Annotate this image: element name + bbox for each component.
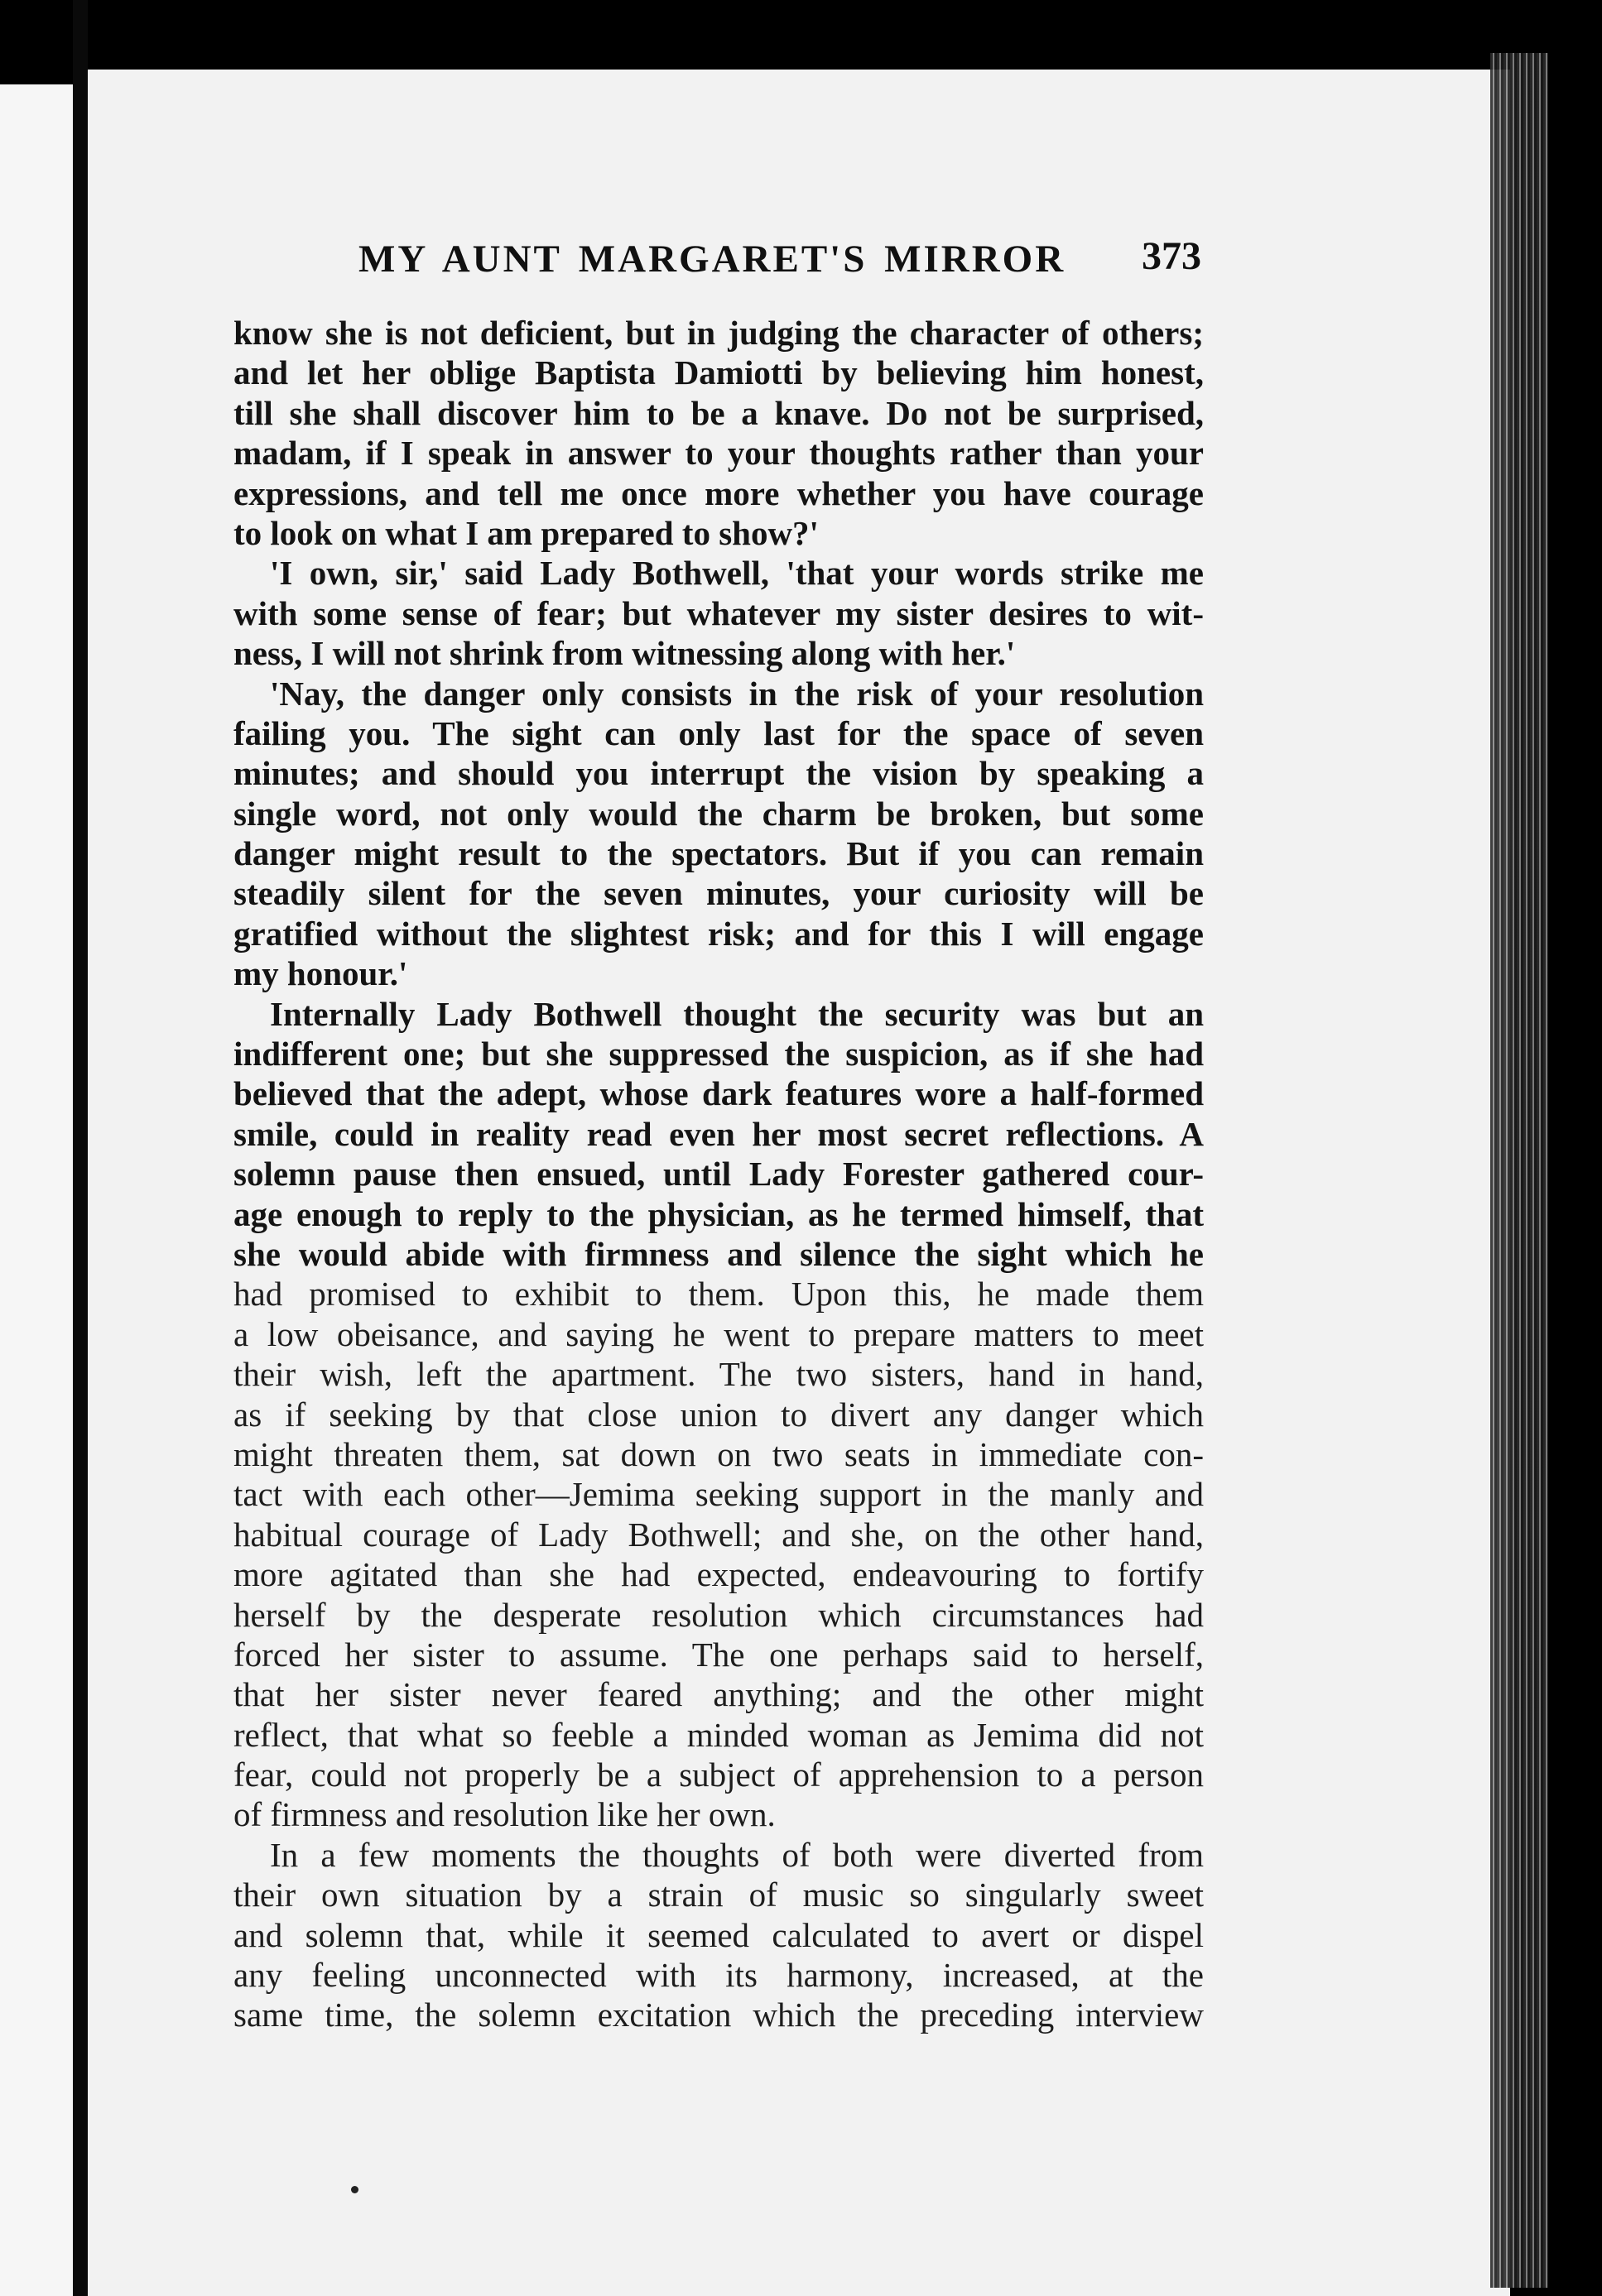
text-line: to look on what I am prepared to show?'	[233, 513, 819, 552]
text-line: 'I own, sir,' said Lady Bothwell, 'that your words strike me	[270, 554, 1204, 593]
text-line: failing you. The sight can only last for the space of seven	[233, 713, 1204, 752]
text-line: my honour.'	[233, 954, 408, 993]
text-line: their own situation by a strain of music so singularly sweet	[233, 1876, 1204, 1914]
text-line: expressions, and tell me once more whether you have courage	[233, 473, 1204, 512]
text-line: with some sense of fear; but whatever my sister desires to wit-	[233, 593, 1204, 632]
text-line: tact with each other—Jemima seeking support in the manly and	[233, 1475, 1204, 1514]
text-line: a low obeisance, and saying he went to prepare matters to meet	[233, 1314, 1204, 1353]
text-line: minutes; and should you interrupt the vision by speaking a	[233, 754, 1204, 793]
text-line: as if seeking by that close union to divert any danger which	[233, 1395, 1204, 1434]
text-line: indifferent one; but she suppressed the suspicion, as if she had	[233, 1035, 1204, 1074]
text-line: and solemn that, while it seemed calculated to avert or dispel	[233, 1915, 1204, 1954]
text-line: Internally Lady Bothwell thought the security was but an	[270, 994, 1204, 1033]
text-line: and let her oblige Baptista Damiotti by believing him honest,	[233, 353, 1204, 392]
text-line: In a few moments the thoughts of both were diverted from	[270, 1835, 1204, 1874]
text-line: that her sister never feared anything; and the other might	[233, 1675, 1204, 1714]
text-line: danger might result to the spectators. But if you can remain	[233, 834, 1204, 873]
ink-speck	[351, 2186, 358, 2193]
page-header	[358, 234, 1201, 286]
text-line: madam, if I speak in answer to your thoughts rather than your	[233, 434, 1204, 473]
text-line: she would abide with firmness and silence the sight which he	[233, 1234, 1204, 1273]
text-line: know she is not deficient, but in judging the character of others;	[233, 314, 1204, 352]
text-line: their wish, left the apartment. The two sisters, hand in hand,	[233, 1355, 1204, 1394]
running-title: MY AUNT MARGARET'S MIRROR	[358, 238, 1066, 281]
page-number: 373	[1142, 234, 1201, 278]
text-line: 'Nay, the danger only consists in the risk of your resolution	[270, 674, 1204, 713]
text-line: till she shall discover him to be a knave. Do not be surprised,	[233, 393, 1204, 432]
text-line: more agitated than she had expected, endeavouring to fortify	[233, 1555, 1204, 1594]
text-line: herself by the desperate resolution which circumstances had	[233, 1595, 1204, 1634]
text-line: might threaten them, sat down on two seats in immediate con-	[233, 1434, 1204, 1473]
body-text	[233, 313, 1204, 2035]
page-fore-edge	[1490, 53, 1548, 2288]
text-line: had promised to exhibit to them. Upon this, he made them	[233, 1275, 1204, 1314]
text-line: same time, the solemn excitation which the preceding interview	[233, 1996, 1204, 2034]
text-line: age enough to reply to the physician, as he termed himself, that	[233, 1194, 1204, 1233]
text-line: fear, could not properly be a subject of apprehension to a person	[233, 1756, 1204, 1794]
book-gutter	[73, 0, 88, 2296]
text-line: gratified without the slightest risk; and for this I will engage	[233, 914, 1204, 953]
facing-page-edge	[0, 84, 73, 2296]
text-line: believed that the adept, whose dark features wore a half-formed	[233, 1074, 1204, 1113]
text-line: any feeling unconnected with its harmony, increased, at the	[233, 1956, 1204, 1995]
text-line: forced her sister to assume. The one perhaps said to herself,	[233, 1635, 1204, 1674]
text-line: habitual courage of Lady Bothwell; and she, on the other hand,	[233, 1515, 1204, 1554]
text-line: ness, I will not shrink from witnessing along with her.'	[233, 634, 1016, 673]
text-line: reflect, that what so feeble a minded woman as Jemima did not	[233, 1715, 1204, 1754]
text-line: single word, not only would the charm be broken, but some	[233, 794, 1204, 833]
text-line: steadily silent for the seven minutes, your curiosity will be	[233, 874, 1204, 913]
text-line: smile, could in reality read even her most secret reflections. A	[233, 1114, 1204, 1153]
text-line: of firmness and resolution like her own.	[233, 1795, 776, 1834]
text-line: solemn pause then ensued, until Lady Forester gathered cour-	[233, 1155, 1204, 1194]
